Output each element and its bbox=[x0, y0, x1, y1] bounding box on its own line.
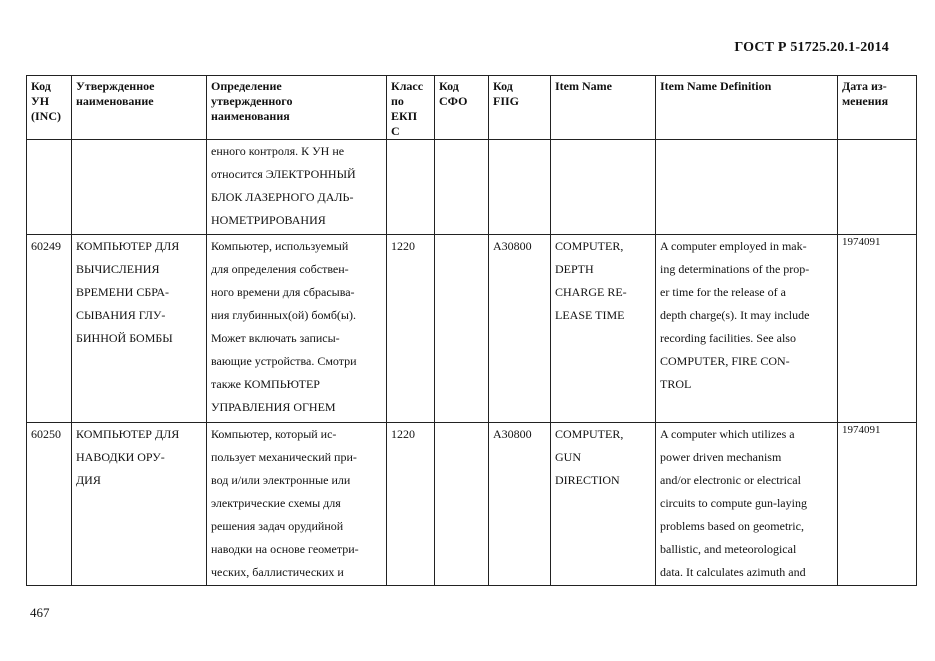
cell-approved-name: КОМПЬЮТЕР ДЛЯ НАВОДКИ ОРУ- ДИЯ bbox=[72, 423, 207, 586]
cell-class: 1220 bbox=[387, 423, 435, 586]
table-row bbox=[27, 235, 917, 423]
cell-item-name: COMPUTER, GUN DIRECTION bbox=[551, 423, 656, 586]
cell-empty bbox=[72, 140, 207, 235]
header-definition: Определение утвержденного наименования bbox=[207, 76, 387, 140]
cell-item-name: COMPUTER, DEPTH CHARGE RE- LEASE TIME bbox=[551, 235, 656, 423]
cell-sfo bbox=[435, 423, 489, 586]
cell-definition: енного контроля. К УН не относится ЭЛЕКТРОННЫЙ БЛОК ЛАЗЕРНОГО ДАЛЬ- НОМЕТРИРОВАНИЯ bbox=[207, 140, 387, 235]
cell-change-date: 1974091 bbox=[838, 235, 917, 423]
cell-fiig: A30800 bbox=[489, 423, 551, 586]
cell-fiig: A30800 bbox=[489, 235, 551, 423]
cell-empty bbox=[387, 140, 435, 235]
cell-empty bbox=[551, 140, 656, 235]
cell-empty bbox=[27, 140, 72, 235]
header-inc: Код УН (INC) bbox=[27, 76, 72, 140]
header-approved-name: Утвержденное наименование bbox=[72, 76, 207, 140]
header-item-definition: Item Name Definition bbox=[656, 76, 838, 140]
table-row bbox=[27, 423, 917, 586]
table-header-row bbox=[27, 76, 917, 140]
cell-empty bbox=[489, 140, 551, 235]
cell-empty bbox=[656, 140, 838, 235]
document-code: ГОСТ Р 51725.20.1-2014 bbox=[734, 40, 889, 55]
cell-change-date: 1974091 bbox=[838, 423, 917, 586]
header-class: Класс по ЕКП С bbox=[387, 76, 435, 140]
cell-item-definition: A computer employed in mak- ing determinations of the prop- er time for the release of a depth charge(s). It may include recording facilities. See also COMPUTER, FIRE CON- TROL bbox=[656, 235, 838, 423]
cell-approved-name: КОМПЬЮТЕР ДЛЯ ВЫЧИСЛЕНИЯ ВРЕМЕНИ СБРА- СЫВАНИЯ ГЛУ- БИННОЙ БОМБЫ bbox=[72, 235, 207, 423]
page-number: 467 bbox=[30, 605, 50, 620]
cell-inc: 60249 bbox=[27, 235, 72, 423]
header-item-name: Item Name bbox=[551, 76, 656, 140]
cell-class: 1220 bbox=[387, 235, 435, 423]
header-change-date: Дата из- менения bbox=[838, 76, 917, 140]
header-sfo: Код СФО bbox=[435, 76, 489, 140]
cell-item-definition: A computer which utilizes a power driven mechanism and/or electronic or electrical circuits to compute gun-laying problems based on geometric, ballistic, and meteorological data. It calculates azimuth and bbox=[656, 423, 838, 586]
header-fiig: Код FIIG bbox=[489, 76, 551, 140]
cell-empty bbox=[838, 140, 917, 235]
cell-definition: Компьютер, используемый для определения собствен- ного времени для сбрасыва- ния глубинных(ой) бомб(ы). Может включать записы- вающие устройства. Смотри также КОМПЬЮТЕР УПРАВЛЕНИЯ ОГНЕМ bbox=[207, 235, 387, 423]
cell-definition: Компьютер, который ис- пользует механический при- вод и/или электронные или электрические схемы для решения задач орудийной наводки на основе геометри- ческих, баллистических и bbox=[207, 423, 387, 586]
catalog-table bbox=[26, 75, 917, 586]
cell-empty bbox=[435, 140, 489, 235]
cell-sfo bbox=[435, 235, 489, 423]
cell-inc: 60250 bbox=[27, 423, 72, 586]
table-row-continuation bbox=[27, 140, 917, 235]
